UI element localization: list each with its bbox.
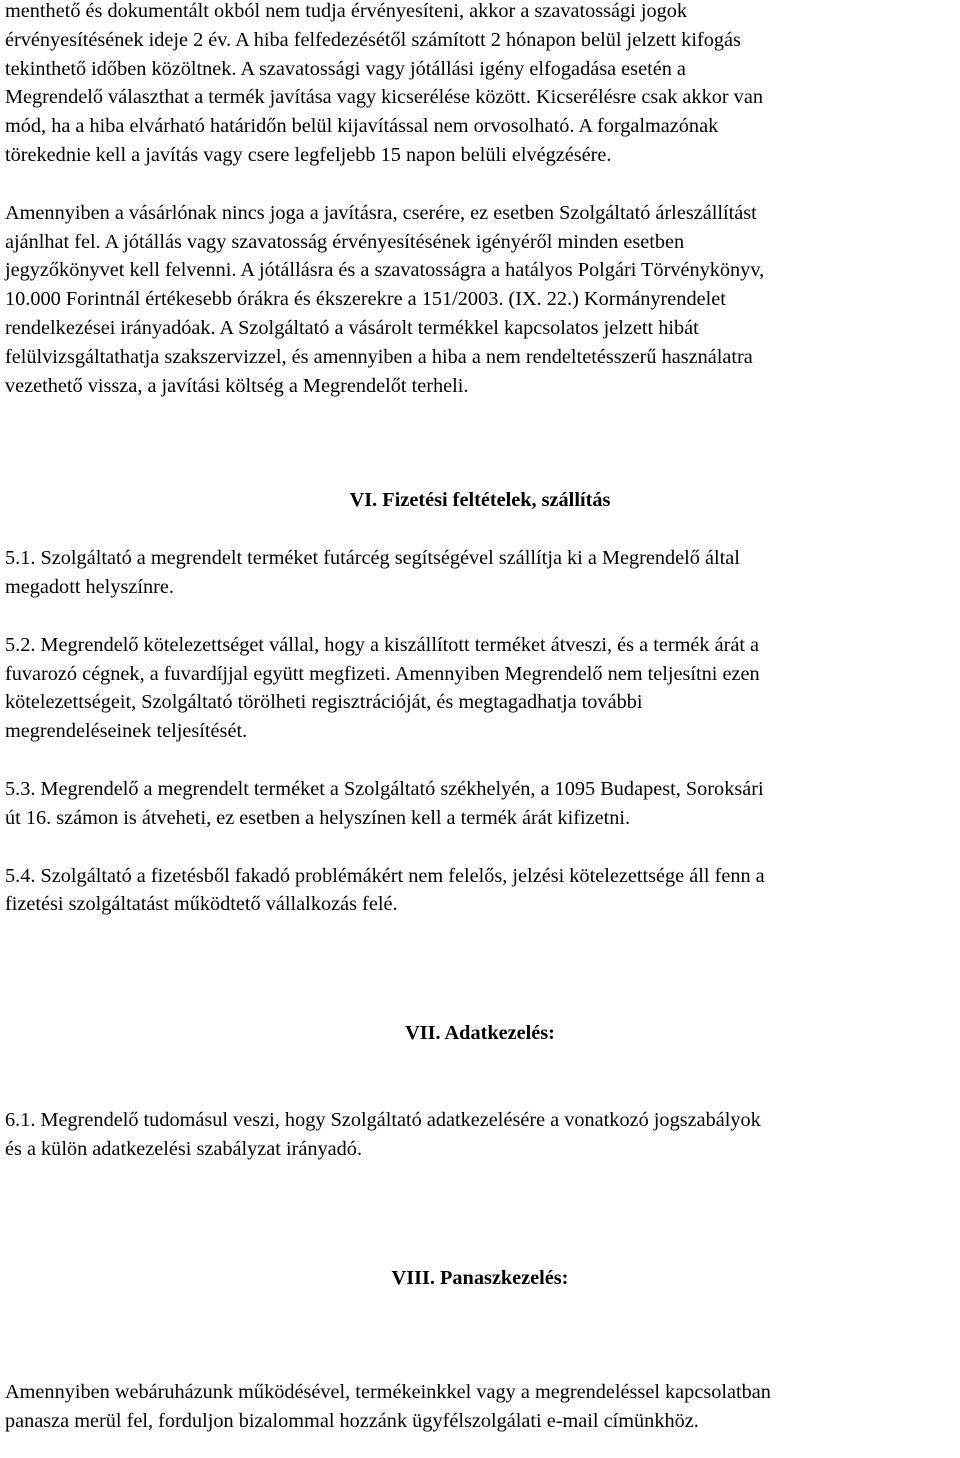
spacer [5,746,955,775]
spacer [5,515,955,544]
spacer [5,400,955,486]
complaints-paragraph: Amennyiben webáruházunk működésével, termékeinkkel vagy a megrendeléssel kapcsolatban panasza merül fel, forduljon bizalommal hozzánk ügyfélszolgálati e-mail címünkhöz. [5,1381,771,1433]
clause-5-4: 5.4. Szolgáltató a fizetésből fakadó problémákért nem felelős, jelzési kötelezettsége áll fenn a fizetési szolgáltatást működtető vállalkozás felé. [5,864,765,916]
spacer [5,833,955,862]
spacer [5,1292,955,1378]
spacer [5,170,955,199]
spacer [5,1164,955,1264]
clause-5-2: 5.2. Megrendelő kötelezettséget vállal, hogy a kiszállított terméket átveszi, és a termék árát a fuvarozó cégnek, a fuvardíjjal együtt megfizeti. Amennyiben Megrendelő nem teljesítni ezen kötelezettségeit, Szolgáltató törölheti regisztrációját, és megtagadhatja további megrendeléseinek teljesítését. [5,633,760,743]
spacer [5,602,955,631]
section-heading-payment: VI. Fizetési feltételek, szállítás [349,489,611,512]
spacer [5,919,955,1019]
clause-6-1: 6.1. Megrendelő tudomásul veszi, hogy Szolgáltató adatkezelésére a vonatkozó jogszabályok és a külön adatkezelési szabályzat irányadó. [5,1108,761,1160]
spacer [5,1048,955,1106]
clause-5-1: 5.1. Szolgáltató a megrendelt terméket futárcég segítségével szállítja ki a Megrendelő által megadott helyszínre. [5,547,740,598]
clause-5-3: 5.3. Megrendelő a megrendelt terméket a Szolgáltató székhelyén, a 1095 Budapest, Soroksári út 16. számon is átveheti, ez esetben a helyszínen kell a termék árát kifizetni. [5,777,764,829]
warranty-paragraph-2: Amennyiben a vásárlónak nincs joga a javításra, cserére, ez esetben Szolgáltató árleszállítást ajánlhat fel. A jótállás vagy szavatosság érvényesítésének igényéről minden esetben jegyzőkönyvet kell felvenni. A jótállásra és a szavatosságra a hatályos Polgári Törvénykönyv, 10.000 Forintnál értékesebb órákra és ékszerekre a 151/2003. (IX. 22.) Kormányrendelet rendelkezései irányadóak. A Szolgáltató a vásárolt termékkel kapcsolatos jelzett hibát felülvizsgáltathatja szakszervizzel, és amennyiben a hiba a nem rendeltetésszerű használatra vezethető vissza, a javítási költség a Megrendelőt terheli. [5,201,765,397]
section-heading-data-handling: VII. Adatkezelés: [405,1022,555,1045]
warranty-paragraph-1: menthető és dokumentált okból nem tudja érvényesíteni, akkor a szavatossági jogok érvényesítésének ideje 2 év. A hiba felfedezésétől számított 2 hónapon belül jelzett kifogás tekinthető időben közöltnek. A szavatossági vagy jótállási igény elfogadása esetén a Megrendelő választhat a termék javítása vagy kicserélése között. Kicserélésre csak akkor van mód, ha a hiba elvárható határidőn belül kijavítással nem orvosolható. A forgalmazónak törekednie kell a javítás vagy csere legfeljebb 15 napon belüli elvégzésére. [5,0,763,166]
section-heading-complaints: VIII. Panaszkezelés: [391,1266,569,1289]
document-page [5,0,955,1436]
